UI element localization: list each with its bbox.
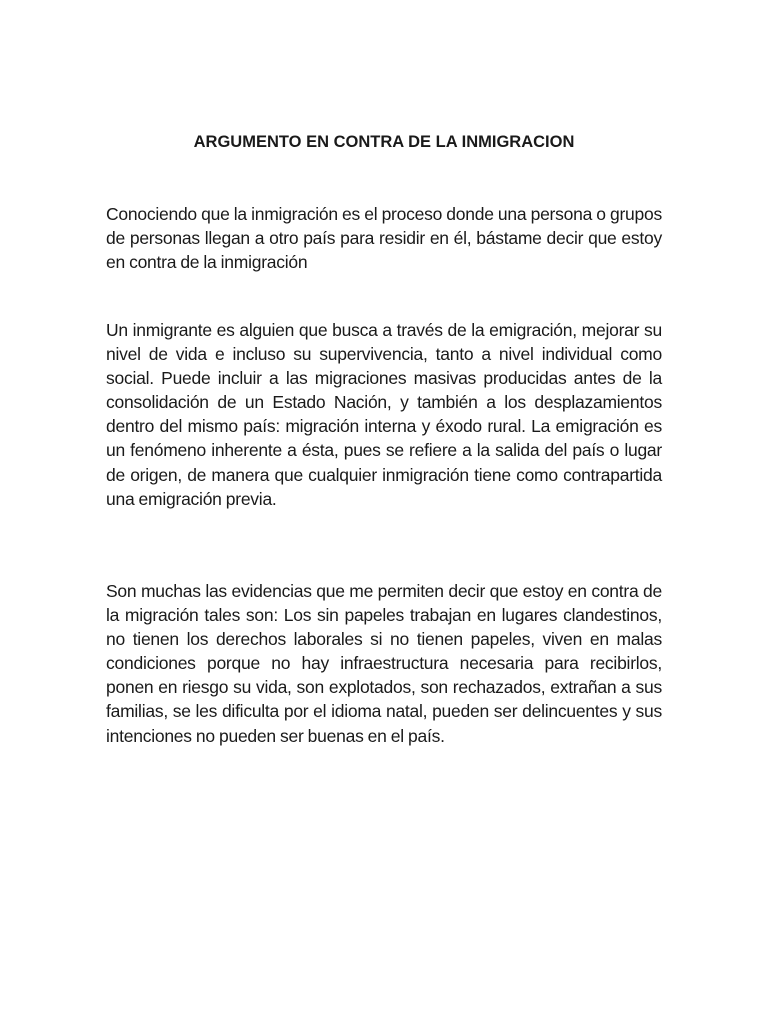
paragraph-immigrant-description: Un inmigrante es alguien que busca a través de la emigración, mejorar su nivel de vida e incluso su supervivencia, tanto a nivel individual como social. Puede incluir a las migraciones masivas producidas antes de la consolidación de un Estado Nación, y también a los desplazamientos dentro del mismo país: migración interna y éxodo rural. La emigración es un fenómeno inherente a ésta, pues se refiere a la salida del país o lugar de origen, de manera que cualquier inmigración tiene como contrapartida una emigración previa. (106, 320, 662, 509)
paragraph-evidence: Son muchas las evidencias que me permiten decir que estoy en contra de la migración tales son: Los sin papeles trabajan en lugares clandestinos, no tienen los derechos laborales si no tienen papeles, viven en malas condiciones porque no hay infraestructura necesaria para recibirlos, ponen en riesgo su vida, son explotados, son rechazados, extrañan a sus familias, se les dificulta por el idioma natal, pueden ser delincuentes y sus intenciones no pueden ser buenas en el país. (106, 581, 662, 746)
document-title: ARGUMENTO EN CONTRA DE LA INMIGRACION (193, 133, 575, 151)
paragraph-definition: Conociendo que la inmigración es el proceso donde una persona o grupos de personas llegan a otro país para residir en él, bástame decir que estoy en contra de la inmigración (106, 204, 662, 273)
